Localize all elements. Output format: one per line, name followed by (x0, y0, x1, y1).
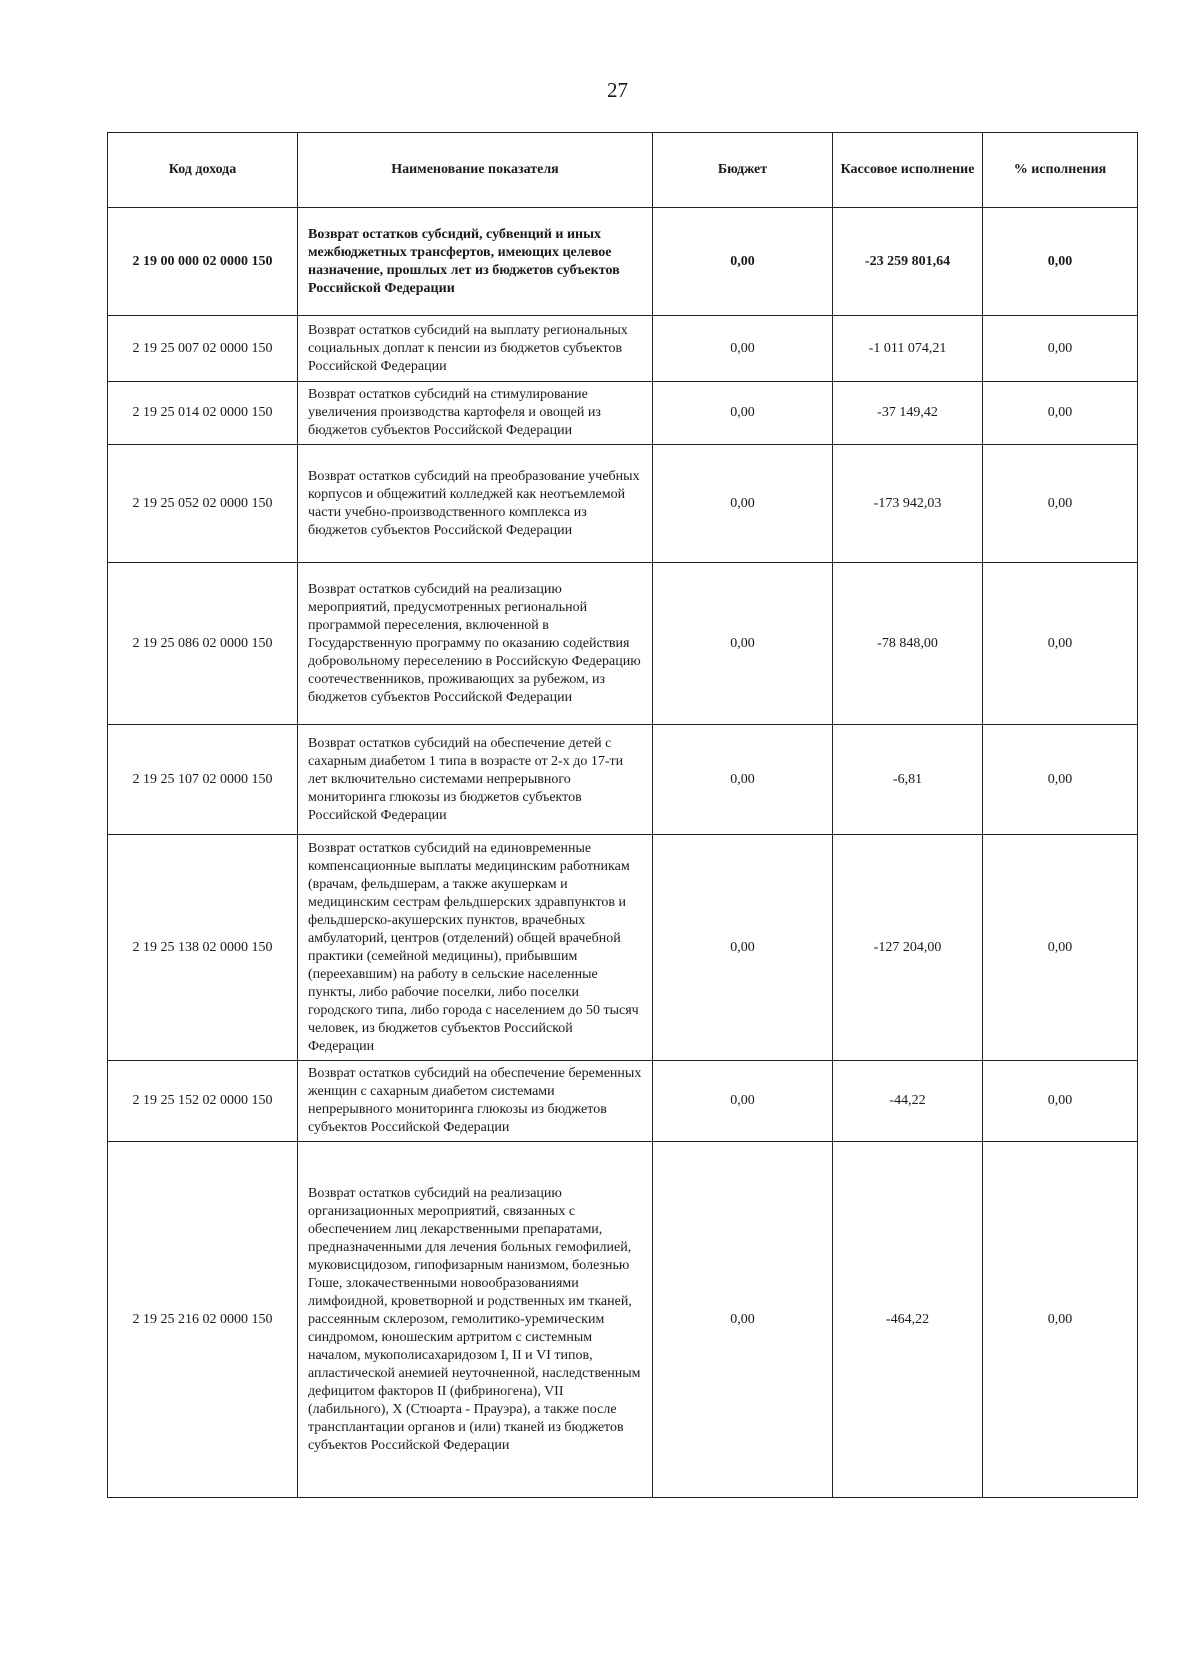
header-code: Код дохода (108, 133, 298, 208)
cell-percent: 0,00 (983, 563, 1138, 725)
cell-budget: 0,00 (653, 1142, 833, 1498)
table-row (108, 835, 1138, 1061)
table-row (108, 725, 1138, 835)
table-row (108, 1061, 1138, 1142)
header-percent: % исполнения (983, 133, 1138, 208)
cell-percent: 0,00 (983, 1061, 1138, 1142)
table-row (108, 316, 1138, 382)
cell-cash: -127 204,00 (833, 835, 983, 1061)
cell-budget: 0,00 (653, 316, 833, 382)
cell-cash: -44,22 (833, 1061, 983, 1142)
header-cash: Кассовое исполнение (833, 133, 983, 208)
cell-budget: 0,00 (653, 563, 833, 725)
table-row (108, 382, 1138, 445)
cell-name: Возврат остатков субсидий на единовременные компенсационные выплаты медицинским работникам (врачам, фельдшерам, а также акушеркам и медицинским сестрам фельдшерских здравпунктов и фельдшерско-акушерских пунктов, врачебных амбулаторий, центров (отделений) общей врачебной практики (семейной медицины), прибывшим (переехавшим) на работу в сельские населенные пункты, либо рабочие поселки, либо поселки городского типа, либо города с населением до 50 тысяч человек, из бюджетов субъектов Российской Федерации (298, 835, 653, 1061)
cell-budget: 0,00 (653, 445, 833, 563)
cell-code: 2 19 00 000 02 0000 150 (108, 208, 298, 316)
table-row (108, 563, 1138, 725)
cell-code: 2 19 25 107 02 0000 150 (108, 725, 298, 835)
cell-percent: 0,00 (983, 835, 1138, 1061)
cell-budget: 0,00 (653, 1061, 833, 1142)
cell-name: Возврат остатков субсидий на обеспечение беременных женщин с сахарным диабетом системами непрерывного мониторинга глюкозы из бюджетов субъектов Российской Федерации (298, 1061, 653, 1142)
revenue-table (107, 132, 1138, 1498)
cell-name: Возврат остатков субсидий на обеспечение детей с сахарным диабетом 1 типа в возрасте от 2-х до 17-ти лет включительно системами непрерывного мониторинга глюкозы из бюджетов субъектов Российской Федерации (298, 725, 653, 835)
cell-cash: -464,22 (833, 1142, 983, 1498)
cell-percent: 0,00 (983, 208, 1138, 316)
table-row (108, 445, 1138, 563)
table-header-row (108, 133, 1138, 208)
cell-percent: 0,00 (983, 316, 1138, 382)
cell-cash: -78 848,00 (833, 563, 983, 725)
page-number: 27 (607, 78, 628, 102)
header-budget: Бюджет (653, 133, 833, 208)
cell-cash: -1 011 074,21 (833, 316, 983, 382)
cell-code: 2 19 25 138 02 0000 150 (108, 835, 298, 1061)
cell-name: Возврат остатков субсидий на преобразование учебных корпусов и общежитий колледжей как неотъемлемой части учебно-производственного комплекса из бюджетов субъектов Российской Федерации (298, 445, 653, 563)
cell-code: 2 19 25 014 02 0000 150 (108, 382, 298, 445)
cell-name: Возврат остатков субсидий на выплату региональных социальных доплат к пенсии из бюджетов субъектов Российской Федерации (298, 316, 653, 382)
table-row (108, 1142, 1138, 1498)
cell-name: Возврат остатков субсидий на реализацию организационных мероприятий, связанных с обеспечением лиц лекарственными препаратами, предназначенными для лечения больных гемофилией, муковисцидозом, гипофизарным нанизмом, болезнью Гоше, злокачественными новообразованиями лимфоидной, кроветворной и родственных им тканей, рассеянным склерозом, гемолитико-уремическим синдромом, юношеским артритом с системным началом, мукополисахаридозом I, II и VI типов, апластической анемией неуточненной, наследственным дефицитом факторов II (фибриногена), VII (лабильного), X (Стюарта - Прауэра), а также после трансплантации органов и (или) тканей из бюджетов субъектов Российской Федерации (298, 1142, 653, 1498)
cell-code: 2 19 25 052 02 0000 150 (108, 445, 298, 563)
cell-percent: 0,00 (983, 725, 1138, 835)
cell-code: 2 19 25 152 02 0000 150 (108, 1061, 298, 1142)
cell-code: 2 19 25 007 02 0000 150 (108, 316, 298, 382)
cell-budget: 0,00 (653, 835, 833, 1061)
cell-code: 2 19 25 086 02 0000 150 (108, 563, 298, 725)
cell-code: 2 19 25 216 02 0000 150 (108, 1142, 298, 1498)
cell-cash: -6,81 (833, 725, 983, 835)
cell-budget: 0,00 (653, 725, 833, 835)
cell-budget: 0,00 (653, 208, 833, 316)
cell-name: Возврат остатков субсидий, субвенций и иных межбюджетных трансфертов, имеющих целевое назначение, прошлых лет из бюджетов субъектов Российской Федерации (298, 208, 653, 316)
header-name: Наименование показателя (298, 133, 653, 208)
cell-name: Возврат остатков субсидий на стимулирование увеличения производства картофеля и овощей из бюджетов субъектов Российской Федерации (298, 382, 653, 445)
cell-percent: 0,00 (983, 382, 1138, 445)
table-row (108, 208, 1138, 316)
cell-percent: 0,00 (983, 445, 1138, 563)
cell-cash: -173 942,03 (833, 445, 983, 563)
cell-cash: -37 149,42 (833, 382, 983, 445)
cell-percent: 0,00 (983, 1142, 1138, 1498)
cell-name: Возврат остатков субсидий на реализацию мероприятий, предусмотренных региональной программой переселения, включенной в Государственную программу по оказанию содействия добровольному переселению в Российскую Федерацию соотечественников, проживающих за рубежом, из бюджетов субъектов Российской Федерации (298, 563, 653, 725)
cell-cash: -23 259 801,64 (833, 208, 983, 316)
cell-budget: 0,00 (653, 382, 833, 445)
